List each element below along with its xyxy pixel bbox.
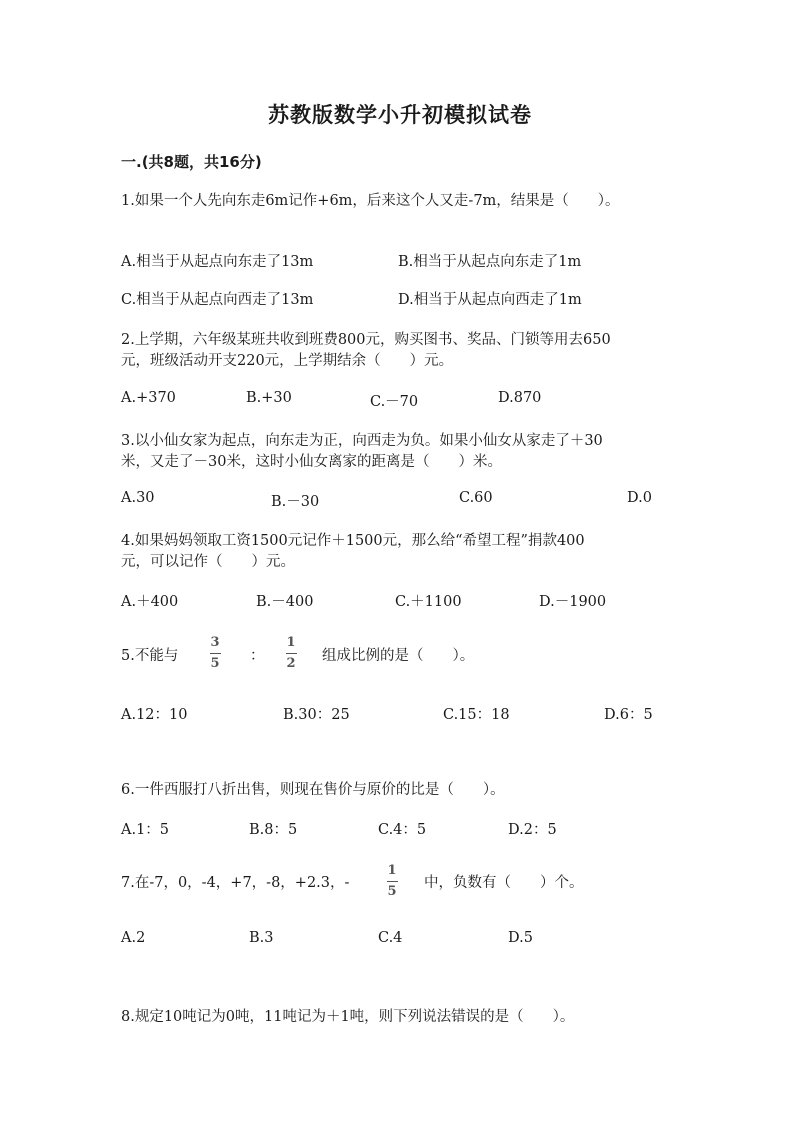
q4-option-a: A.＋400 xyxy=(121,594,179,610)
fraction-denominator: 2 xyxy=(286,656,296,671)
question-5-prefix: 5.不能与 xyxy=(121,648,179,664)
question-6: 6.一件西服打八折出售，则现在售价与原价的比是（ ）。 xyxy=(121,782,505,798)
q1-option-d: D.相当于从起点向西走了1m xyxy=(398,292,582,308)
question-2-line-1: 2.上学期，六年级某班共收到班费800元，购买图书、奖品、门锁等用去650 xyxy=(121,332,611,348)
q5-option-a: A.12：10 xyxy=(121,707,188,723)
page-title: 苏教版数学小升初模拟试卷 xyxy=(268,103,532,127)
fraction-one-fifth xyxy=(385,863,399,899)
q4-option-d: D.－1900 xyxy=(539,594,607,610)
fraction-bar xyxy=(210,653,221,654)
q2-option-c: C.－70 xyxy=(370,394,419,410)
fraction-numerator: 1 xyxy=(286,635,296,650)
q1-option-b: B.相当于从起点向东走了1m xyxy=(398,254,582,270)
q6-option-b: B.8：5 xyxy=(249,822,298,838)
question-2-line-2: 元，班级活动开支220元，上学期结余（ ）元。 xyxy=(121,353,454,369)
q7-option-c: C.4 xyxy=(378,930,403,946)
q7-option-d: D.5 xyxy=(508,930,533,946)
q1-option-c: C.相当于从起点向西走了13m xyxy=(121,292,314,308)
question-1: 1.如果一个人先向东走6m记作+6m，后来这个人又走-7m，结果是（ ）。 xyxy=(121,193,620,209)
q5-option-d: D.6：5 xyxy=(604,707,653,723)
q3-option-b: B.－30 xyxy=(271,494,320,510)
q6-option-c: C.4：5 xyxy=(378,822,427,838)
q6-option-d: D.2：5 xyxy=(508,822,557,838)
question-7-prefix: 7.在-7，0，-4，+7，-8，+2.3，- xyxy=(121,875,350,891)
q1-option-a: A.相当于从起点向东走了13m xyxy=(121,254,314,270)
fraction-denominator: 5 xyxy=(210,656,220,671)
q7-option-b: B.3 xyxy=(249,930,274,946)
q2-option-a: A.+370 xyxy=(121,390,176,406)
question-3-line-1: 3.以小仙女家为起点，向东走为正，向西走为负。如果小仙女从家走了＋30 xyxy=(121,433,603,449)
fraction-bar xyxy=(387,881,398,882)
question-5-suffix: 组成比例的是（ ）。 xyxy=(322,648,475,664)
ratio-colon: ： xyxy=(250,648,265,664)
section-heading: 一.(共8题，共16分) xyxy=(121,153,262,171)
question-4-line-2: 元，可以记作（ ）元。 xyxy=(121,554,295,570)
question-3-line-2: 米，又走了－30米，这时小仙女离家的距离是（ ）米。 xyxy=(121,454,502,470)
question-8: 8.规定10吨记为0吨，11吨记为＋1吨，则下列说法错误的是（ ）。 xyxy=(121,1009,575,1025)
q2-option-d: D.870 xyxy=(498,390,542,406)
question-4-line-1: 4.如果妈妈领取工资1500元记作＋1500元，那么给“希望工程”捐款400 xyxy=(121,533,585,549)
q4-option-c: C.＋1100 xyxy=(395,594,462,610)
q5-option-b: B.30：25 xyxy=(283,707,350,723)
fraction-numerator: 3 xyxy=(210,635,220,650)
q2-option-b: B.+30 xyxy=(246,390,292,406)
q3-option-c: C.60 xyxy=(459,490,493,506)
q7-option-a: A.2 xyxy=(121,930,146,946)
q3-option-d: D.0 xyxy=(627,490,652,506)
question-7-suffix: 中，负数有（ ）个。 xyxy=(424,875,584,891)
q4-option-b: B.－400 xyxy=(256,594,314,610)
fraction-bar xyxy=(286,653,297,654)
fraction-numerator: 1 xyxy=(387,863,397,878)
q3-option-a: A.30 xyxy=(121,490,155,506)
fraction-one-half xyxy=(284,635,298,671)
fraction-three-fifths xyxy=(208,635,222,671)
fraction-denominator: 5 xyxy=(387,884,397,899)
q5-option-c: C.15：18 xyxy=(443,707,510,723)
q6-option-a: A.1：5 xyxy=(121,822,170,838)
